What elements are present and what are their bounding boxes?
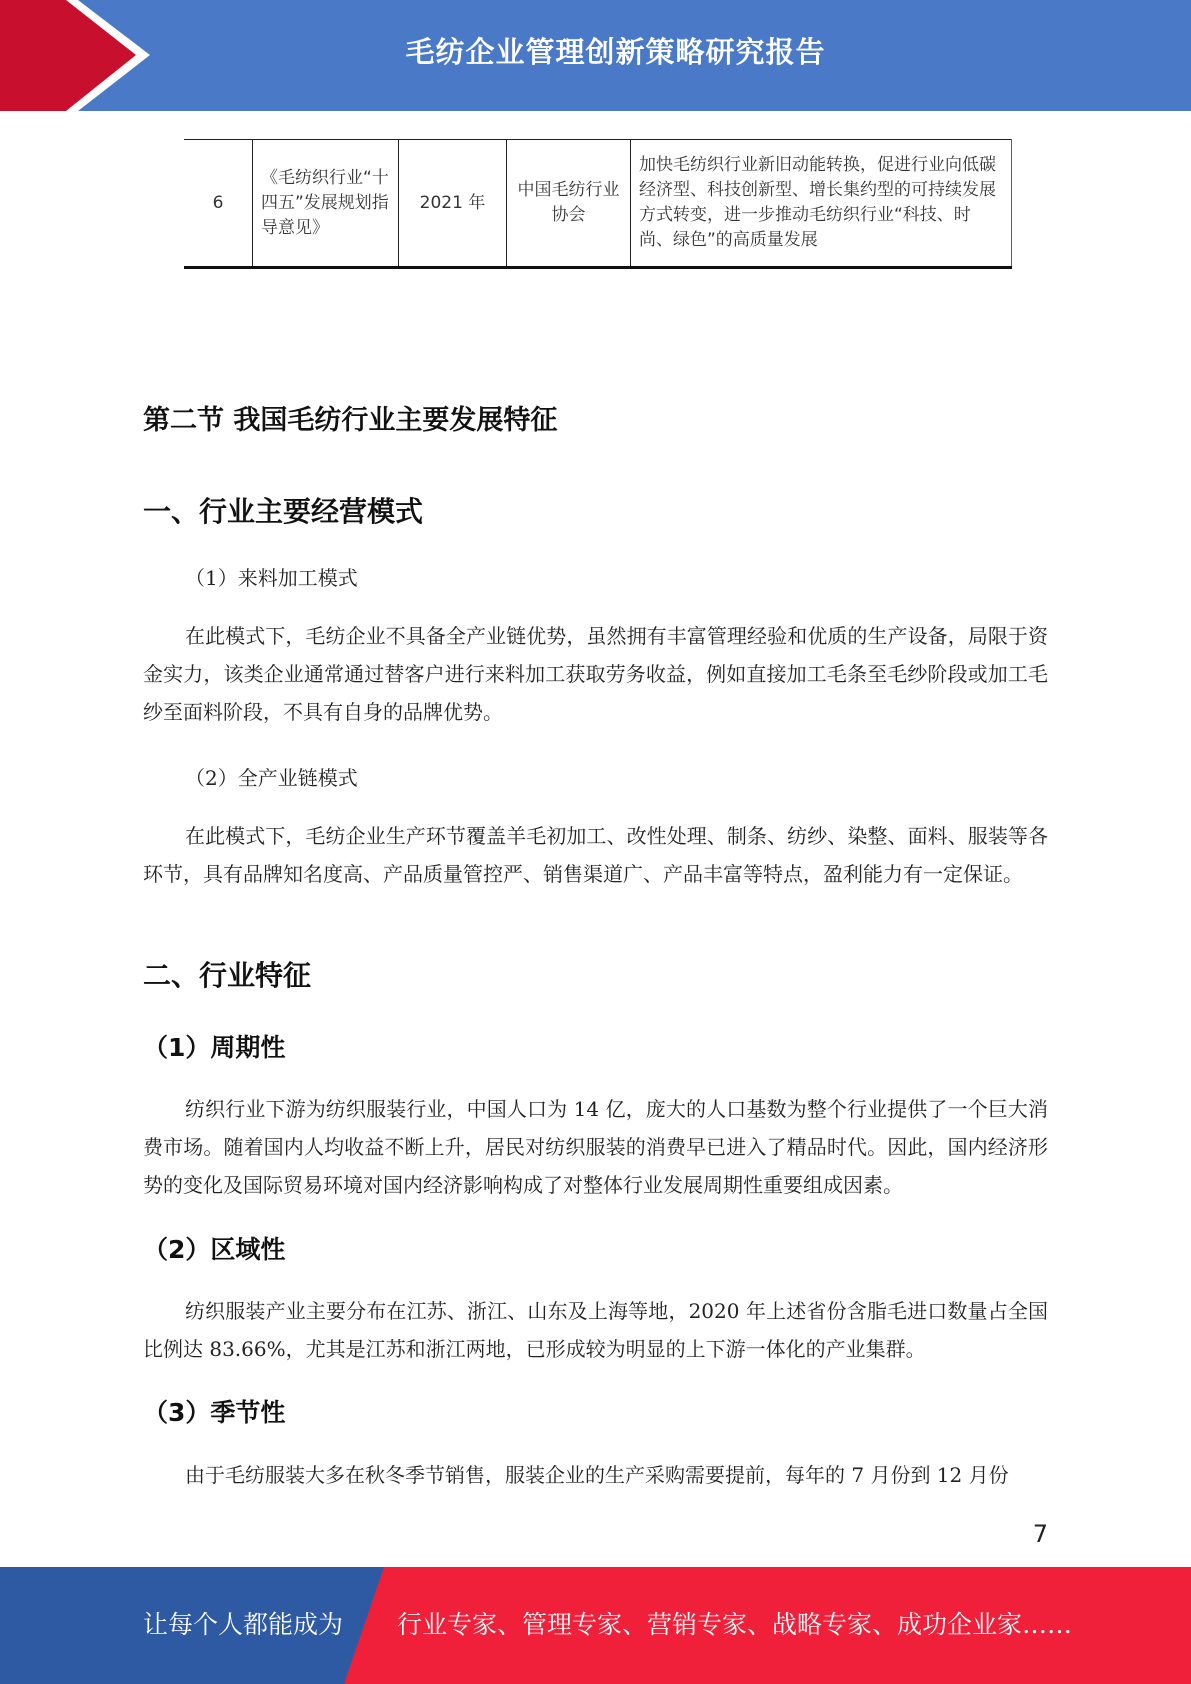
- part1-paragraph-2: 在此模式下，毛纺企业生产环节覆盖羊毛初加工、改性处理、制条、纺纱、染整、面料、服装等各环节，具有品牌知名度高、产品质量管控严、销售渠道广、产品丰富等特点，盈利能力有一定保证。: [143, 824, 1048, 886]
- part2-heading: 二、行业特征: [143, 959, 312, 992]
- part2-sub3-block: [143, 1393, 1048, 1429]
- part2-subheading-3: （3）季节性: [143, 1398, 286, 1427]
- part1-sub2-block: [143, 762, 1048, 791]
- part1-para1-block: [143, 617, 1048, 731]
- page-number: 7: [1032, 1520, 1048, 1548]
- part1-heading-block: [143, 490, 1048, 530]
- table-cell-org: 中国毛纺行业协会: [507, 140, 631, 268]
- table-cell-desc: 加快毛纺织行业新旧动能转换，促进行业向低碳经济型、科技创新型、增长集约型的可持续发展方式转变，进一步推动毛纺织行业“科技、时尚、绿色”的高质量发展: [631, 140, 1012, 268]
- section-title: 第二节 我国毛纺行业主要发展特征: [143, 405, 558, 436]
- part1-subheading-2: （2）全产业链模式: [185, 766, 358, 790]
- part2-paragraph-3: 由于毛纺服装大多在秋冬季节销售，服装企业的生产采购需要提前，每年的 7 月份到 12 月份: [185, 1463, 1009, 1487]
- part1-sub1-block: [143, 562, 1048, 591]
- part2-subheading-2: （2）区域性: [143, 1235, 286, 1264]
- table-row: [184, 140, 1012, 268]
- table-cell-num: 6: [184, 140, 253, 268]
- part2-paragraph-1: 纺织行业下游为纺织服装行业，中国人口为 14 亿，庞大的人口基数为整个行业提供了一个巨大消费市场。随着国内人均收益不断上升，居民对纺织服装的消费早已进入了精品时代。因此，国内经济形势的变化及国际贸易环境对国内经济影响构成了对整体行业发展周期性重要组成因素。: [143, 1097, 1048, 1197]
- policy-table: [184, 139, 1012, 272]
- part2-para3-block: [143, 1456, 1048, 1494]
- part2-sub2-block: [143, 1230, 1048, 1266]
- part1-subheading-1: （1）来料加工模式: [185, 566, 358, 590]
- part1-heading: 一、行业主要经营模式: [143, 495, 424, 528]
- page-footer: [0, 1567, 1191, 1684]
- part2-sub1-block: [143, 1028, 1048, 1064]
- footer-slogan-left: 让每个人都能成为: [143, 1610, 344, 1639]
- policy-table-grid: [184, 139, 1012, 269]
- table-cell-year: 2021 年: [399, 140, 507, 268]
- part2-para1-block: [143, 1090, 1048, 1204]
- part2-para2-block: [143, 1292, 1048, 1368]
- part1-para2-block: [143, 817, 1048, 893]
- table-cell-name: 《毛纺织行业“十四五”发展规划指导意见》: [253, 140, 399, 268]
- part1-paragraph-1: 在此模式下，毛纺企业不具备全产业链优势，虽然拥有丰富管理经验和优质的生产设备，局限于资金实力，该类企业通常通过替客户进行来料加工获取劳务收益，例如直接加工毛条至毛纱阶段或加工毛纱至面料阶段，不具有自身的品牌优势。: [143, 624, 1048, 724]
- footer-slogan-right: 行业专家、管理专家、营销专家、战略专家、成功企业家……: [397, 1610, 1073, 1639]
- section-title-block: [143, 398, 1048, 437]
- part2-paragraph-2: 纺织服装产业主要分布在江苏、浙江、山东及上海等地，2020 年上述省份含脂毛进口数量占全国比例达 83.66%，尤其是江苏和浙江两地，已形成较为明显的上下游一体化的产业集群。: [143, 1299, 1048, 1361]
- page-header: [0, 0, 1191, 111]
- header-title: 毛纺企业管理创新策略研究报告: [405, 35, 826, 69]
- part2-subheading-1: （1）周期性: [143, 1033, 286, 1062]
- part2-heading-block: [143, 954, 1048, 994]
